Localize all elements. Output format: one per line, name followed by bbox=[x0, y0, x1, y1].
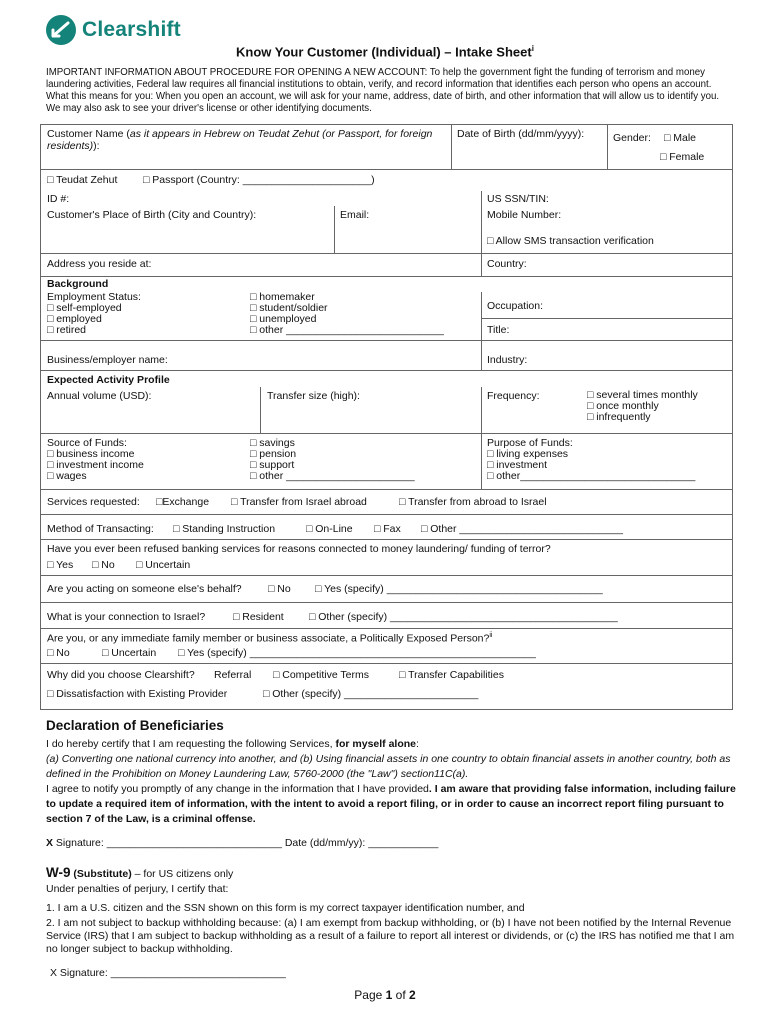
gender-male-checkbox[interactable]: □ Male bbox=[664, 132, 697, 144]
occupation-field[interactable]: Occupation: bbox=[487, 300, 544, 312]
conn-other-checkbox[interactable]: □ Other (specify) _______________________________________ bbox=[309, 611, 618, 623]
refused-uncertain-checkbox[interactable]: □ Uncertain bbox=[136, 559, 191, 571]
why-question: Why did you choose Clearshift? bbox=[47, 669, 195, 681]
emp-unemployed-checkbox[interactable]: □ unemployed bbox=[250, 313, 317, 325]
why-referral-option[interactable]: Referral bbox=[214, 669, 252, 681]
declaration-signature-line[interactable]: X Signature: ______________________________ Date (dd/mm/yy): ____________ bbox=[46, 837, 439, 849]
method-fax-checkbox[interactable]: □ Fax bbox=[374, 523, 401, 535]
src-other-checkbox[interactable]: □ other ______________________ bbox=[250, 470, 415, 482]
pep-no-checkbox[interactable]: □ No bbox=[47, 647, 70, 659]
pur-investment-checkbox[interactable]: □ investment bbox=[487, 459, 548, 471]
src-investment-checkbox[interactable]: □ investment income bbox=[47, 459, 144, 471]
logo bbox=[46, 14, 181, 46]
freq-several-checkbox[interactable]: □ several times monthly bbox=[587, 389, 698, 401]
w9-item-1: 1. I am a U.S. citizen and the SSN shown on this form is my correct taxpayer identification number, and bbox=[46, 902, 525, 914]
emp-student-checkbox[interactable]: □ student/soldier bbox=[250, 302, 328, 314]
pur-living-checkbox[interactable]: □ living expenses bbox=[487, 448, 569, 460]
id-number-field[interactable]: ID #: bbox=[47, 193, 70, 205]
src-wages-checkbox[interactable]: □ wages bbox=[47, 470, 87, 482]
w9-item-2: 2. I am not subject to backup withholding because: (a) I am exempt from backup withholding, or (b) I have not been notified by the Internal Revenue Service (IRS) that I am subject to backup withholding as a result of a failure to report all interest or dividends, or (c) the IRS has notified me that I am no longer subject to backup withholding. bbox=[46, 917, 735, 955]
pep-question: Are you, or any immediate family member or business associate, a Politically Exposed Person?$^{ii}$ bbox=[47, 632, 493, 645]
emp-other-checkbox[interactable]: □ other ___________________________ bbox=[250, 324, 444, 336]
dob-label[interactable]: Date of Birth (dd/mm/yyyy): bbox=[457, 128, 585, 140]
method-other-checkbox[interactable]: □ Other ____________________________ bbox=[421, 523, 623, 535]
ssn-field[interactable]: US SSN/TIN: bbox=[487, 193, 549, 205]
mobile-field[interactable]: Mobile Number: bbox=[487, 209, 562, 221]
method-label: Method of Transacting: bbox=[47, 523, 154, 535]
industry-field[interactable]: Industry: bbox=[487, 354, 528, 366]
transfer-size-field[interactable]: Transfer size (high): bbox=[267, 390, 360, 402]
src-pension-checkbox[interactable]: □ pension bbox=[250, 448, 297, 460]
gender-female-checkbox[interactable]: □ Female bbox=[660, 151, 705, 163]
refused-question: Have you ever been refused banking services for reasons connected to money laundering/ funding of terror? bbox=[47, 543, 551, 555]
pep-uncertain-checkbox[interactable]: □ Uncertain bbox=[102, 647, 157, 659]
method-online-checkbox[interactable]: □ On-Line bbox=[306, 523, 353, 535]
email-field[interactable]: Email: bbox=[340, 209, 370, 221]
teudat-zehut-checkbox[interactable]: □ Teudat Zehut bbox=[47, 174, 118, 186]
conn-resident-checkbox[interactable]: □ Resident bbox=[233, 611, 284, 623]
emp-retired-checkbox[interactable]: □ retired bbox=[47, 324, 87, 336]
page-title: Know Your Customer (Individual) – Intake Sheet$^i$ bbox=[236, 44, 534, 60]
birthplace-field[interactable]: Customer's Place of Birth (City and Country): bbox=[47, 209, 257, 221]
expected-activity-heading: Expected Activity Profile bbox=[47, 374, 170, 386]
declaration-heading: Declaration of Beneficiaries bbox=[46, 718, 224, 733]
customer-name-label[interactable]: Customer Name (as it appears in Hebrew on Teudat Zehut (or Passport, for foreign residents)): bbox=[47, 128, 433, 152]
frequency-group bbox=[587, 390, 698, 423]
annual-volume-field[interactable]: Annual volume (USD): bbox=[47, 390, 152, 402]
freq-once-checkbox[interactable]: □ once monthly bbox=[587, 400, 659, 412]
address-field[interactable]: Address you reside at: bbox=[47, 258, 152, 270]
emp-homemaker-checkbox[interactable]: □ homemaker bbox=[250, 291, 315, 303]
employment-status-group: Employment Status: □ self-employed □ employed □ retired bbox=[47, 291, 141, 336]
src-business-checkbox[interactable]: □ business income bbox=[47, 448, 135, 460]
employment-status-group-2 bbox=[250, 292, 444, 336]
pur-other-checkbox[interactable]: □ other______________________________ bbox=[487, 470, 696, 482]
pep-yes-checkbox[interactable]: □ Yes (specify) _________________________________________________ bbox=[178, 647, 536, 659]
svc-to-israel-checkbox[interactable]: □ Transfer from abroad to Israel bbox=[399, 496, 547, 508]
svc-exchange-checkbox[interactable]: □Exchange bbox=[156, 496, 210, 508]
why-transfer-checkbox[interactable]: □ Transfer Capabilities bbox=[399, 669, 504, 681]
w9-signature-line[interactable]: X Signature: ______________________________ bbox=[50, 967, 286, 979]
emp-employed-checkbox[interactable]: □ employed bbox=[47, 313, 102, 325]
why-other-checkbox[interactable]: □ Other (specify) _______________________ bbox=[263, 688, 479, 700]
why-competitive-checkbox[interactable]: □ Competitive Terms bbox=[273, 669, 370, 681]
passport-checkbox[interactable]: □ Passport (Country: ______________________) bbox=[143, 174, 375, 186]
services-label: Services requested: bbox=[47, 496, 140, 508]
sms-verification-checkbox[interactable]: □ Allow SMS transaction verification bbox=[487, 235, 654, 247]
declaration-body: I do hereby certify that I am requesting the following Services, for myself alone: (a) Converting one national currency into another, and (b) Using financial assets in one country to obtain financial assets in another country, both as defined in the Prohibition on Money Laundering Law, 5760-2000 (the "Law") section11C(a). I agree to notify you promptly of any change in the information that I have provided. I am aware that providing false information, including failure to update a required item of information, with the intent to avoid a report filing, or in order to cause an incorrect report filing pursuant to section 7 of the Law, is a criminal offense. bbox=[46, 738, 736, 825]
logo-text: Clearshift bbox=[82, 18, 181, 41]
logo-mark-icon bbox=[46, 15, 76, 45]
w9-heading: W-9 (Substitute) – for US citizens only bbox=[46, 865, 234, 880]
refused-yes-checkbox[interactable]: □ Yes bbox=[47, 559, 74, 571]
intake-form bbox=[40, 124, 733, 710]
svc-from-israel-checkbox[interactable]: □ Transfer from Israel abroad bbox=[231, 496, 367, 508]
behalf-yes-checkbox[interactable]: □ Yes (specify) _____________________________________ bbox=[315, 583, 603, 595]
gender-label: Gender: bbox=[613, 132, 651, 144]
w9-intro: Under penalties of perjury, I certify that: bbox=[46, 883, 229, 895]
page-number: Page 1 of 2 bbox=[354, 988, 416, 1002]
refused-no-checkbox[interactable]: □ No bbox=[92, 559, 115, 571]
src-support-checkbox[interactable]: □ support bbox=[250, 459, 295, 471]
background-heading: Background bbox=[47, 278, 109, 290]
purpose-of-funds-group: Purpose of Funds: □ living expenses □ investment □ other______________________________ bbox=[487, 437, 696, 482]
source-of-funds-group: Source of Funds: □ business income □ investment income □ wages bbox=[47, 437, 144, 482]
country-field[interactable]: Country: bbox=[487, 258, 527, 270]
intro-notice: IMPORTANT INFORMATION ABOUT PROCEDURE FOR OPENING A NEW ACCOUNT: To help the government fight the funding of terrorism and money laundering activities, Federal law requires all financial institutions to obtain, verify, and record information that identifies each person who opens an account. What this means for you: When you open an account, we will ask for your name, address, date of birth, and other information that will allow us to identify you. We may also ask to see your driver's license or other identifying documents. bbox=[46, 67, 720, 114]
source-of-funds-group-2 bbox=[250, 438, 415, 482]
business-name-field[interactable]: Business/employer name: bbox=[47, 354, 168, 366]
method-standing-checkbox[interactable]: □ Standing Instruction bbox=[173, 523, 276, 535]
freq-infrequent-checkbox[interactable]: □ infrequently bbox=[587, 411, 651, 423]
why-dissatisfaction-checkbox[interactable]: □ Dissatisfaction with Existing Provider bbox=[47, 688, 228, 700]
title-field[interactable]: Title: bbox=[487, 324, 510, 336]
connection-question: What is your connection to Israel? bbox=[47, 611, 206, 623]
emp-self-checkbox[interactable]: □ self-employed bbox=[47, 302, 122, 314]
frequency-label: Frequency: bbox=[487, 390, 540, 402]
src-savings-checkbox[interactable]: □ savings bbox=[250, 437, 295, 449]
behalf-question: Are you acting on someone else's behalf? bbox=[47, 583, 242, 595]
behalf-no-checkbox[interactable]: □ No bbox=[268, 583, 291, 595]
